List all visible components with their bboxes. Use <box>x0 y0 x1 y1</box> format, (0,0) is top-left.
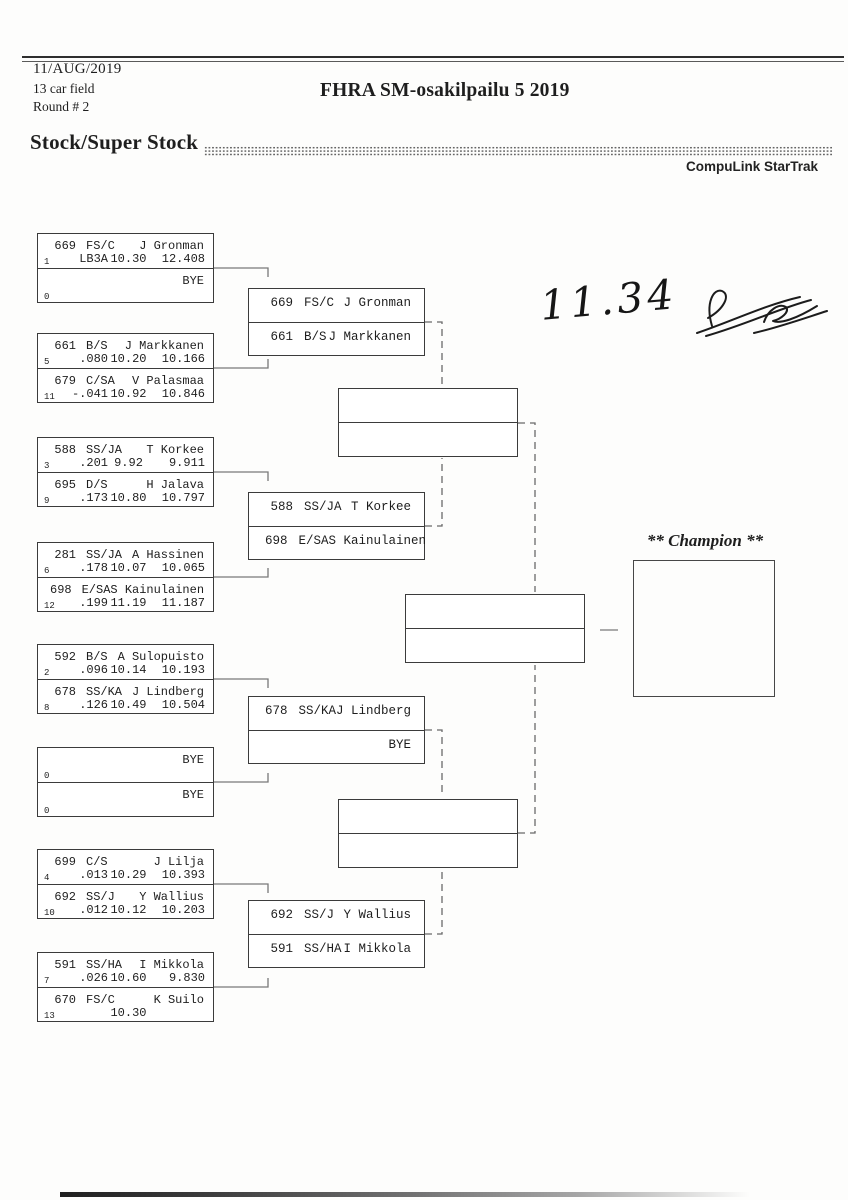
car-number: 588 <box>54 443 76 457</box>
round2-pair-1 <box>248 288 425 356</box>
entry-line1 <box>38 783 213 802</box>
elapsed-time: 9.911 <box>168 456 205 470</box>
qualifying-position: 9 <box>44 495 50 506</box>
car-class: FS/C <box>86 992 115 1007</box>
driver-name: BYE <box>388 737 411 752</box>
qualifying-position: 4 <box>44 873 50 883</box>
car-class: SS/J <box>86 889 115 904</box>
elapsed-time: 9.830 <box>168 971 205 985</box>
qualifying-position: 10 <box>44 907 55 918</box>
car-class: SS/J <box>304 908 335 922</box>
dial-in: 11.19 <box>110 595 147 610</box>
car-number: 692 <box>270 908 293 922</box>
qualifying-position: 0 <box>44 805 50 816</box>
reaction-time: .173 <box>79 490 108 505</box>
elapsed-time: 10.393 <box>161 868 205 882</box>
reaction-time: .096 <box>79 663 108 677</box>
driver-name: BYE <box>182 273 204 288</box>
qualifying-position: 7 <box>44 976 50 986</box>
field-size: 13 car field <box>33 81 95 96</box>
entry-line2 <box>38 664 213 677</box>
reaction-time: .126 <box>79 697 108 712</box>
reaction-time: .178 <box>79 561 108 575</box>
connector-r1-8 <box>214 978 268 987</box>
entry-line1 <box>38 473 213 492</box>
entry-line2 <box>38 492 213 505</box>
connector-r1-7 <box>214 884 268 893</box>
ladder-entry <box>38 987 213 1022</box>
event-title: FHRA SM-osakilpailu 5 2019 <box>320 80 570 101</box>
entry-line2 <box>38 1007 213 1020</box>
qualifying-position: 6 <box>44 566 50 576</box>
entry-line2 <box>38 802 213 815</box>
champion-box <box>633 560 775 697</box>
entry-line2 <box>38 353 213 366</box>
car-class: SS/KA <box>298 704 337 718</box>
connector-r1-6 <box>214 773 268 782</box>
ladder-entry <box>38 748 213 782</box>
ladder-entry <box>38 953 213 987</box>
entry-line2 <box>38 288 213 301</box>
driver-name: H Jalava <box>146 477 204 492</box>
entry-line1 <box>38 850 213 869</box>
ladder-entry <box>38 645 213 679</box>
dial-in: 10.80 <box>110 490 147 505</box>
car-number: 661 <box>270 329 293 344</box>
entry-line1 <box>38 578 213 597</box>
car-number: 669 <box>54 239 76 253</box>
ladder-entry <box>38 884 213 919</box>
elapsed-time: 12.408 <box>161 252 205 266</box>
semifinal-slot <box>339 833 517 867</box>
driver-name: BYE <box>182 787 204 802</box>
ladder-entry <box>249 730 424 764</box>
qualifying-position: 0 <box>44 291 50 302</box>
elapsed-time: 10.504 <box>161 697 205 712</box>
qualifying-position: 12 <box>44 600 55 611</box>
entry-line1 <box>38 748 213 767</box>
driver-name: Y Wallius <box>139 889 204 904</box>
connector-r2-4 <box>425 870 442 934</box>
car-number: 695 <box>54 477 76 492</box>
car-class: SS/HA <box>86 958 123 972</box>
driver-name: T Korkee <box>146 443 204 457</box>
round1-pair-7 <box>37 849 214 919</box>
car-number: 281 <box>54 548 76 562</box>
entry-line1 <box>249 935 424 956</box>
reaction-time: .012 <box>79 902 108 917</box>
driver-name: K Suilo <box>153 992 204 1007</box>
ladder-entry <box>249 493 424 526</box>
dial-in: 10.49 <box>110 697 147 712</box>
round1-pair-5 <box>37 644 214 714</box>
round1-pair-1 <box>37 233 214 303</box>
qualifying-position: 3 <box>44 461 50 471</box>
driver-name: S Kainulainen <box>110 582 205 597</box>
dial-in: 10.30 <box>110 252 147 266</box>
dither-divider <box>204 146 832 156</box>
connector-r2-1 <box>425 322 442 386</box>
driver-name: S Kainulainen <box>328 533 427 548</box>
final-slot <box>406 628 584 662</box>
driver-name: J Lindberg <box>131 684 204 699</box>
qualifying-position: 0 <box>44 771 50 781</box>
ladder-entry <box>38 334 213 368</box>
reaction-time: .026 <box>79 971 108 985</box>
qualifying-position: 2 <box>44 668 50 678</box>
reaction-time: .080 <box>79 352 108 366</box>
connector-r1-5 <box>214 679 268 688</box>
event-date: 11/AUG/2019 <box>33 61 122 77</box>
semifinal-slot <box>339 422 517 456</box>
ladder-entry <box>249 901 424 934</box>
car-class: B/S <box>86 339 108 353</box>
qualifying-position: 13 <box>44 1010 55 1021</box>
dial-in: 10.30 <box>110 1005 147 1020</box>
semifinal-box-bottom <box>338 799 518 868</box>
connector-sf-bottom <box>518 665 535 833</box>
car-class: FS/C <box>86 239 115 253</box>
car-number: 699 <box>54 855 76 869</box>
ladder-entry <box>38 679 213 714</box>
car-number: 592 <box>54 650 76 664</box>
driver-name: J Lindberg <box>336 704 412 718</box>
ladder-entry <box>38 850 213 884</box>
connector-r1-4 <box>214 568 268 577</box>
car-class: FS/C <box>304 296 335 310</box>
entry-line1 <box>249 527 427 548</box>
entry-line1 <box>38 953 213 972</box>
car-number: 591 <box>270 941 293 956</box>
car-number: 670 <box>54 992 76 1007</box>
round1-pair-4 <box>37 542 214 612</box>
round1-pair-6 <box>37 747 214 817</box>
entry-line1 <box>249 901 424 922</box>
dial-in: 10.12 <box>110 902 147 917</box>
elapsed-time: 10.065 <box>161 561 205 575</box>
dial-in: 10.20 <box>110 352 147 366</box>
dial-in: 10.60 <box>110 971 147 985</box>
dial-in: 10.07 <box>110 561 147 575</box>
driver-name: T Korkee <box>350 500 411 514</box>
ladder-entry <box>38 368 213 403</box>
round1-pair-2 <box>37 333 214 403</box>
ladder-entry <box>249 289 424 322</box>
ladder-entry <box>249 322 424 356</box>
entry-line1 <box>38 269 213 288</box>
elapsed-time: 10.203 <box>161 902 205 917</box>
header-double-rule <box>22 56 844 62</box>
driver-name: I Mikkola <box>343 941 411 956</box>
connector-r1-2 <box>214 359 268 368</box>
dial-in: 10.92 <box>110 386 147 401</box>
car-number: 661 <box>54 339 76 353</box>
elapsed-time: 11.187 <box>161 595 205 610</box>
car-class: SS/JA <box>86 548 123 562</box>
driver-name: V Palasmaa <box>131 373 204 388</box>
connector-sf-top <box>518 423 535 592</box>
connector-r2-2 <box>425 458 442 526</box>
entry-line2 <box>38 699 213 712</box>
car-class: SS/JA <box>86 443 123 457</box>
driver-name: J Gronman <box>343 296 411 310</box>
reaction-time: .013 <box>79 868 108 882</box>
car-number: 678 <box>265 704 288 718</box>
entry-line2 <box>38 388 213 401</box>
elapsed-time: 10.797 <box>161 490 205 505</box>
round1-pair-8 <box>37 952 214 1022</box>
final-slot <box>406 595 584 628</box>
ladder-entry <box>38 577 213 612</box>
driver-name: BYE <box>182 753 204 767</box>
ladder-entry <box>38 543 213 577</box>
driver-name: Y Wallius <box>343 908 411 922</box>
reaction-time: -.041 <box>71 386 108 401</box>
car-class: C/SA <box>86 373 115 388</box>
handwritten-time-note: 11.34 <box>538 270 680 330</box>
entry-line1 <box>249 731 424 752</box>
driver-name: J Markkanen <box>328 329 411 344</box>
semifinal-box-top <box>338 388 518 457</box>
entry-line2 <box>38 767 213 780</box>
elapsed-time: 10.846 <box>161 386 205 401</box>
elapsed-time: 10.166 <box>161 352 205 366</box>
car-number: 678 <box>54 684 76 699</box>
car-class: SS/JA <box>304 500 342 514</box>
entry-line1 <box>38 680 213 699</box>
entry-line1 <box>249 493 424 514</box>
entry-line2 <box>38 597 213 610</box>
car-number: 698 <box>265 533 288 548</box>
entry-line1 <box>249 697 424 718</box>
connector-r1-1 <box>214 268 268 277</box>
champion-label: ** Champion ** <box>646 531 764 550</box>
entry-line1 <box>249 289 424 310</box>
car-class: SS/HA <box>304 941 342 956</box>
scan-edge-bar <box>60 1192 750 1197</box>
ladder-entry <box>38 782 213 817</box>
connector-r2-3 <box>425 730 442 797</box>
entry-line1 <box>249 323 424 344</box>
dial-in: 10.29 <box>110 868 147 882</box>
entry-line2 <box>38 457 213 470</box>
car-number: 698 <box>50 582 72 597</box>
qualifying-position: 5 <box>44 357 50 367</box>
car-number: 588 <box>270 500 293 514</box>
entry-line1 <box>38 543 213 562</box>
entry-line2 <box>38 904 213 917</box>
ladder-entry <box>249 526 427 560</box>
entry-line1 <box>38 369 213 388</box>
entry-line1 <box>38 988 213 1007</box>
ladder-entry <box>38 268 213 303</box>
car-class: B/S <box>304 329 327 344</box>
reaction-time: .199 <box>79 595 108 610</box>
semifinal-slot <box>339 800 517 833</box>
timing-system-brand: CompuLink StarTrak <box>685 159 818 174</box>
round2-pair-2 <box>248 492 425 560</box>
ladder-entry <box>249 697 424 730</box>
car-number: 669 <box>270 296 293 310</box>
ladder-entry <box>38 438 213 472</box>
entry-line1 <box>38 438 213 457</box>
car-class: E/SA <box>298 533 329 548</box>
qualifying-position: 11 <box>44 391 55 402</box>
ladder-entry <box>38 234 213 268</box>
dial-in: 9.92 <box>114 456 143 470</box>
driver-name: J Gronman <box>139 239 204 253</box>
car-number: 679 <box>54 373 76 388</box>
dial-in: 10.14 <box>110 663 147 677</box>
round-number: Round # 2 <box>33 99 90 114</box>
connector-r1-3 <box>214 472 268 481</box>
reaction-time: .201 <box>79 456 108 470</box>
entry-line2 <box>38 972 213 985</box>
driver-name: A Sulopuisto <box>117 650 204 664</box>
driver-name: I Mikkola <box>139 958 204 972</box>
qualifying-position: 8 <box>44 702 50 713</box>
car-number: 591 <box>54 958 76 972</box>
qualifying-position: 1 <box>44 257 50 267</box>
entry-line2 <box>38 253 213 266</box>
car-class: C/S <box>86 855 108 869</box>
class-title: Stock/Super Stock <box>30 130 199 154</box>
entry-line1 <box>38 234 213 253</box>
car-class: D/S <box>86 477 108 492</box>
semifinal-slot <box>339 389 517 422</box>
entry-line2 <box>38 562 213 575</box>
final-box <box>405 594 585 663</box>
driver-name: J Markkanen <box>124 339 204 353</box>
round1-pair-3 <box>37 437 214 507</box>
round2-pair-3 <box>248 696 425 764</box>
entry-line1 <box>38 334 213 353</box>
car-class: SS/KA <box>86 684 123 699</box>
elapsed-time: 10.193 <box>161 663 205 677</box>
car-number: 692 <box>54 889 76 904</box>
car-class: B/S <box>86 650 108 664</box>
round2-pair-4 <box>248 900 425 968</box>
car-class: E/SA <box>81 582 111 597</box>
driver-name: A Hassinen <box>131 548 204 562</box>
entry-line2 <box>38 869 213 882</box>
ladder-entry <box>249 934 424 968</box>
entry-line1 <box>38 885 213 904</box>
reaction-time: LB3A <box>79 252 108 266</box>
driver-name: J Lilja <box>153 855 204 869</box>
entry-line1 <box>38 645 213 664</box>
ladder-entry <box>38 472 213 507</box>
